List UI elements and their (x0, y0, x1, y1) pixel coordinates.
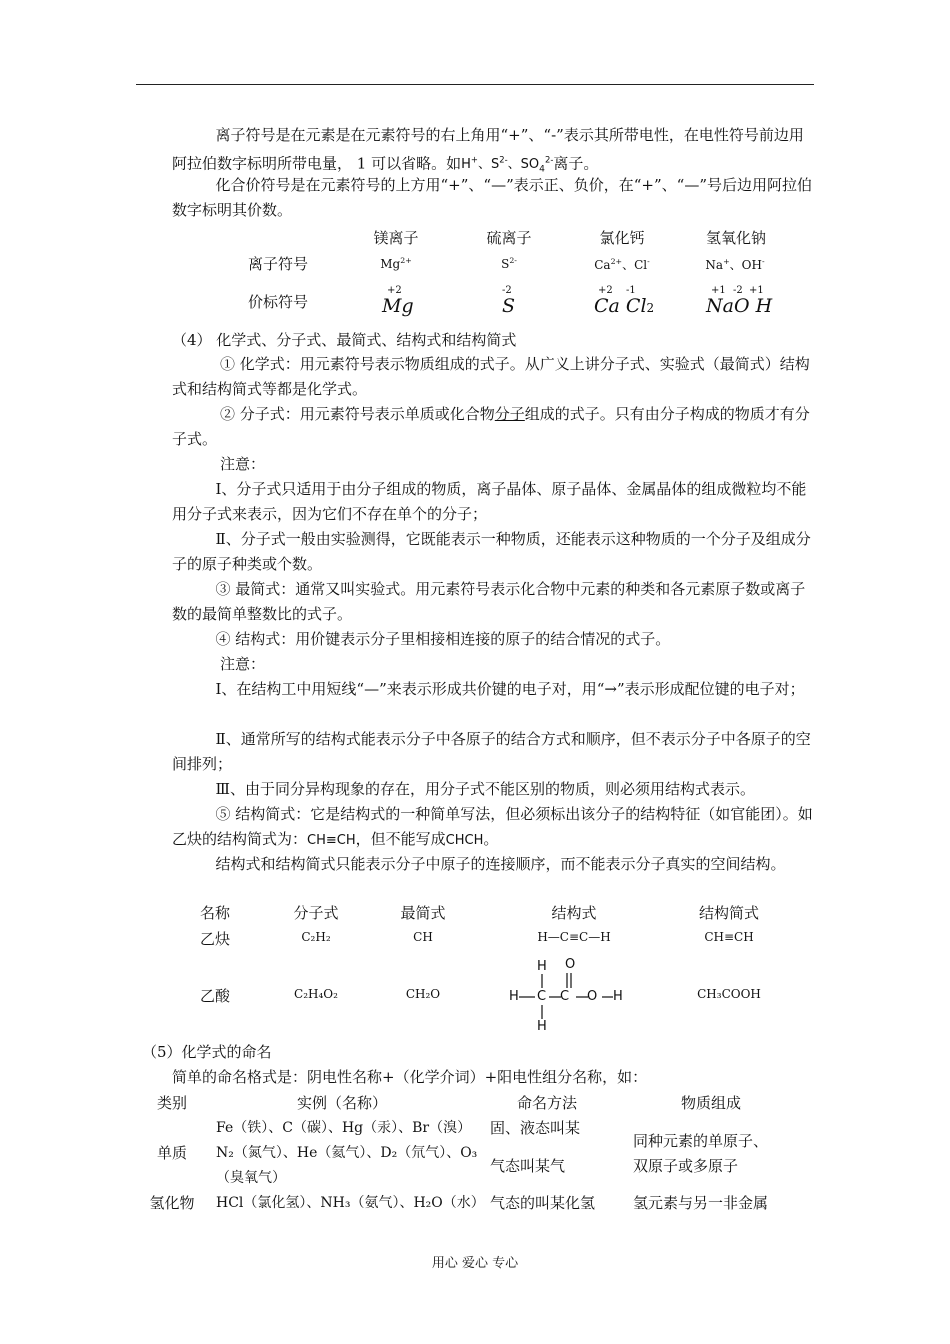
nt-r2-category: 氢化物 (149, 1194, 195, 1212)
nt-r1-composition-1: 同种元素的单原子、 (633, 1132, 769, 1150)
acetic-h-top: H (537, 959, 547, 974)
s4-chemical-formula: ① 化学式：用元素符号表示物质组成的式子。从广义上讲分子式、实验式（最简式）结构式和结构简式等都是化学式。 (172, 355, 810, 398)
nt-r2-composition: 氢元素与另一非金属 (633, 1194, 769, 1212)
valence-cacl2: Ca Cl2 (594, 295, 655, 317)
ion-header-mg: 镁离子 (373, 229, 419, 247)
ft-r2-name: 乙酸 (199, 987, 231, 1005)
ion-h: H+、$S^{2-}$、$SO_4^{2-}$ (461, 155, 554, 175)
nt-header-category: 类别 (156, 1094, 188, 1112)
nt-header-example: 实例（名称） (296, 1094, 388, 1112)
para-valence-symbol: 化合价符号是在元素符号的上方用“+”、“—”表示正、负价，在“+”、“—”号后边用阿拉伯数字标明其价数。 (172, 176, 812, 219)
ft-r2-condensed: CH₃COOH (697, 987, 761, 1001)
acetic-h-right: H (613, 989, 623, 1004)
header-rule (136, 84, 814, 85)
s4-structural-formula: ④ 结构式：用价键表示分子里相接相连接的原子的结合情况的式子。 (215, 630, 671, 648)
acetic-h-left: H (509, 989, 519, 1004)
s4-summary: 结构式和结构简式只能表示分子中原子的连接顺序，而不能表示分子真实的空间结构。 (215, 855, 786, 873)
valence-mg: Mg (382, 295, 414, 317)
s4-molecular-formula: ② 分子式：用元素符号表示单质或化合物分子组成的式子。只有由分子构成的物质才有分子式。 (172, 405, 810, 448)
valence-h-charge: +1 (749, 285, 764, 296)
nt-r1-example-3: （臭氧气） (216, 1170, 286, 1186)
acetic-o-top: O (565, 957, 576, 972)
acetic-c2: C (560, 989, 570, 1004)
note2-item-iii: Ⅲ、由于同分异构现象的存在，用分子式不能区别的物质，则必须用结构式表示。 (215, 780, 755, 798)
ft-header-structural: 结构式 (551, 904, 597, 922)
valence-mg-charge: +2 (387, 285, 402, 296)
valence-cl-charge: -1 (626, 285, 636, 296)
ft-r1-molecular: C₂H₂ (301, 930, 331, 944)
note1-item-i: Ⅰ、分子式只适用于由分子组成的物质，离子晶体、原子晶体、金属晶体的组成微粒均不能用分子式来表示，因为它们不存在单个的分子； (172, 480, 807, 523)
note1-item-ii: Ⅱ、分子式一般由实验测得，它既能表示一种物质，还能表示这种物质的一个分子及组成分子的原子种类或个数。 (172, 530, 811, 573)
ft-header-empirical: 最简式 (400, 904, 446, 922)
acetic-o-right: O (587, 989, 598, 1004)
note2-item-ii: Ⅱ、通常所写的结构式能表示分子中各原子的结合方式和顺序，但不表示分子中各原子的空间排列； (172, 730, 811, 773)
underlined-molecule: 分子 (494, 405, 525, 423)
section-5-intro: 简单的命名格式是：阴电性名称+（化学介词）+阳电性组分名称，如： (172, 1068, 648, 1086)
ion-mg: $Mg^{2+}$ (380, 256, 412, 271)
ft-r1-condensed: CH≡CH (704, 930, 754, 944)
ft-r1-structural: H—C≡C—H (537, 930, 611, 944)
nt-r1-category: 单质 (156, 1144, 188, 1162)
nt-r1-example-1: Fe（铁）、C（碳）、Hg（汞）、Br（溴） (216, 1120, 472, 1136)
nt-r2-method: 气态的叫某化氢 (490, 1194, 596, 1212)
valence-na-charge: +1 (711, 285, 726, 296)
nt-r1-example-2: N₂（氮气）、He（氦气）、D₂（氘气）、O₃ (216, 1145, 478, 1161)
ion-header-s: 硫离子 (486, 229, 532, 247)
ft-r2-empirical: CH₂O (405, 987, 441, 1001)
ft-header-condensed: 结构简式 (698, 904, 760, 922)
ft-header-name: 名称 (199, 904, 231, 922)
ft-r1-name: 乙炔 (199, 930, 231, 948)
note-label-2: 注意： (220, 655, 266, 673)
page-footer: 用心 爱心 专心 (431, 1256, 519, 1271)
valence-s: S (502, 295, 516, 317)
nt-r2-example: HCl（氯化氢）、NH₃（氨气）、H₂O（水） (216, 1195, 485, 1211)
valence-o-charge: -2 (733, 285, 743, 296)
nt-r1-method-2: 气态叫某气 (490, 1157, 566, 1175)
ion-naoh: Na+、OH- (705, 257, 765, 272)
ion-s: $S^{2-}$ (501, 256, 517, 271)
section-5-title: （5）化学式的命名 (142, 1043, 272, 1061)
para1-text: 离子符号是在元素是在元素符号的右上角用“+”、“-”表示其所带电性，在电性符号前边用阿拉伯数字标明所带电量， 1 可以省略。如 (172, 126, 804, 173)
row-label-valence: 价标符号 (248, 293, 309, 311)
nt-header-composition: 物质组成 (680, 1094, 742, 1112)
ft-header-molecular: 分子式 (293, 904, 339, 922)
s4-condensed-formula: ⑤ 结构简式：它是结构式的一种简单写法，但必须标出该分子的结构特征（如官能团）。如乙炔的结构简式为：CH≡CH，但不能写成CHCH。 (172, 805, 813, 848)
ft-r1-empirical: CH (413, 930, 433, 944)
s4-empirical-formula: ③ 最简式：通常又叫实验式。用元素符号表示化合物中元素的种类和各元素原子数或离子数的最简单整数比的式子。 (172, 580, 806, 623)
note2-item-i: Ⅰ、在结构工中用短线“—”来表示形成共价键的电子对，用“→”表示形成配位键的电子对； (215, 680, 805, 698)
para1-end: 离子。 (553, 154, 599, 173)
note-label-1: 注意： (220, 455, 266, 473)
row-label-ion: 离子符号 (248, 255, 309, 273)
ion-header-naoh: 氢氧化钠 (705, 229, 767, 247)
acetic-h-bottom: H (537, 1019, 547, 1034)
valence-naoh: NaO H (706, 295, 773, 317)
acetic-c1: C (537, 989, 547, 1004)
valence-s-charge: -2 (502, 285, 512, 296)
section-4-title: （4） 化学式、分子式、最简式、结构式和结构简式 (172, 331, 517, 349)
nt-r1-method-1: 固、液态叫某 (490, 1119, 581, 1137)
ion-cacl: $Ca^{2+}$、Cl- (594, 257, 650, 272)
nt-r1-composition-2: 双原子或多原子 (633, 1157, 739, 1175)
valence-ca-charge: +2 (598, 285, 613, 296)
ft-r2-molecular: C₂H₄O₂ (294, 987, 338, 1001)
nt-header-method: 命名方法 (516, 1094, 578, 1112)
ion-header-cacl: 氯化钙 (599, 229, 645, 247)
